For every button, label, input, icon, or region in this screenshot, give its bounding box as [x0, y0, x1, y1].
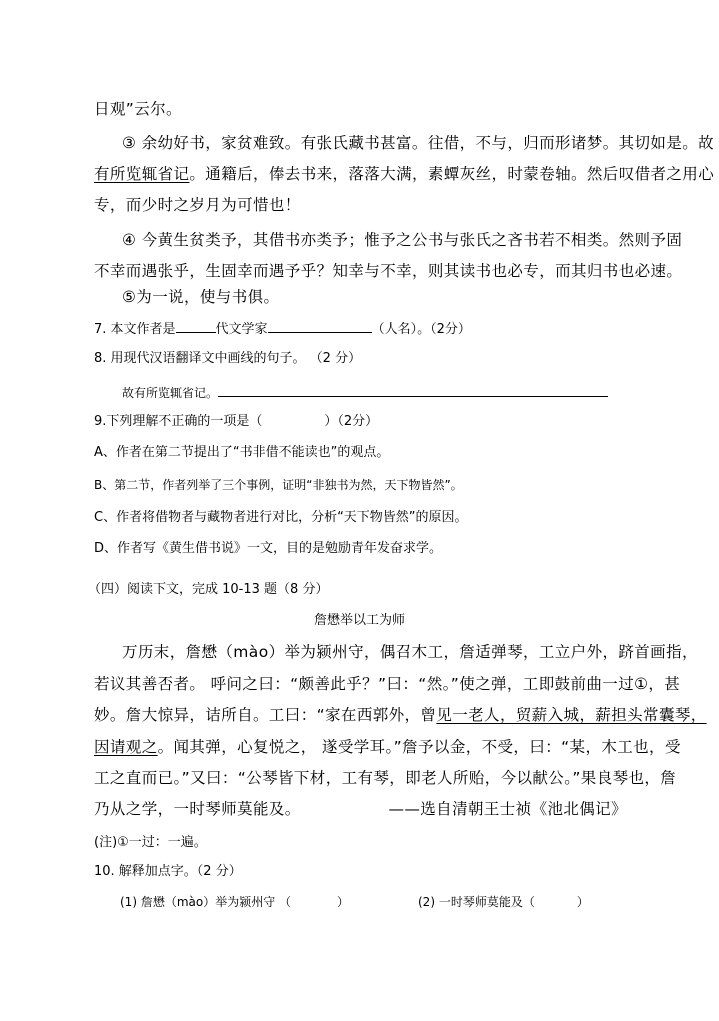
option-a: A、作者在第二节提出了“书非借不能读也”的观点。: [94, 445, 390, 460]
passage-line: 日观”云尔。: [94, 100, 182, 118]
story-text: 。闻其弹，心复悦之， 遂受学耳。”詹予以金，不受，曰：“某，木工也，受: [157, 738, 681, 756]
paragraph-5: ⑤为一说，使与书俱。: [122, 288, 280, 306]
source-citation: ——选自清朝王士祯《池北偶记》: [388, 800, 627, 818]
answer-blank-author[interactable]: [268, 320, 372, 333]
paragraph-3-line-3: 专，而少时之岁月为可惜也！: [94, 196, 301, 214]
question-9-text: 9.下列理解不正确的一项是（: [94, 414, 263, 429]
paragraph-3-line-1: ③ 余幼好书，家贫难致。有张氏藏书甚富。往借，不与，归而形诸梦。其切如是。故: [122, 134, 715, 152]
paragraph-3-line-2: [94, 167, 714, 183]
section-heading: （四）阅读下文，完成 10-13 题（8 分）: [88, 582, 329, 597]
question-7-text-a: 7. 本文作者是: [94, 322, 176, 337]
story-line-2: 若议其善否者。 呼问之曰：“颇善此乎？”曰：“然。”使之弹，工即鼓前曲一过①，甚: [94, 675, 681, 693]
passage-title: 詹懋举以工为师: [313, 613, 405, 628]
option-b: B、第二节，作者列举了三个事例，证明“非独书为然，天下物皆然”。: [94, 478, 463, 492]
question-8-sentence: 故有所览辄省记。: [122, 386, 219, 400]
option-c: C、作者将借物者与藏物者进行对比，分析“天下物皆然”的原因。: [94, 510, 468, 525]
question-10-stem: 10. 解释加点字。（2 分）: [94, 864, 242, 879]
story-line-4: [94, 740, 681, 756]
question-7: [94, 320, 471, 336]
question-10-item-2: [418, 896, 589, 908]
answer-blank-dynasty[interactable]: [176, 320, 216, 333]
underlined-sentence: 见一老人，贸薪入城，薪担头常囊琴，: [436, 706, 707, 724]
paragraph-4-line-1: ④ 今黄生贫类予，其借书亦类予；惟予之公书与张氏之吝书若不相类。然则予固: [122, 231, 683, 249]
underlined-sentence: 因请观之: [94, 738, 158, 756]
underlined-sentence: 有所览辄省记: [94, 165, 190, 183]
story-line-6: 乃从之学，一时琴师莫能及。: [94, 800, 301, 818]
story-line-5: 工之直而已。”又曰：“公琴皆下材，工有琴，即老人所贻，今以献公。”果良琴也，詹: [94, 769, 677, 787]
answer-blank-translation[interactable]: [218, 384, 608, 397]
question-8-stem: 8. 用现代汉语翻译文中画线的句子。 （2 分）: [94, 351, 362, 366]
question-8-line: [122, 384, 608, 399]
question-9-stem: [94, 415, 378, 428]
passage-text: 。通籍后，俸去书来，落落大满，素蟫灰丝，时蒙卷轴。然后叹借者之用心: [189, 165, 715, 183]
question-7-text-b: 代文学家: [215, 322, 268, 337]
item-1-text: (1) 詹懋（mào）举为颍州守 （: [120, 895, 292, 909]
story-line-1: 万历末，詹懋（mào）举为颍州守，偶召木工，詹适弹琴，工立户外，跻首画指，: [122, 643, 698, 661]
item-2-close: ）: [576, 895, 589, 909]
story-line-3: [94, 708, 707, 724]
footnote: (注)①一过：一遍。: [94, 835, 207, 850]
item-2-text: (2) 一时琴师莫能及（: [418, 895, 535, 909]
question-10-item-1: [120, 896, 349, 908]
item-1-close: ）: [337, 895, 350, 909]
question-9-score: ）（2分）: [324, 414, 379, 429]
story-text: 妙。詹大惊异，诘所自。工曰：“家在西郭外，曾: [94, 706, 437, 724]
option-d: D、作者写《黄生借书说》一文，目的是勉励青年发奋求学。: [94, 541, 443, 556]
question-7-text-c: （人名）。（2分）: [371, 322, 471, 337]
paragraph-4-line-2: 不幸而遇张乎，生固幸而遇予乎？知幸与不幸，则其读书也必专，而其归书也必速。: [94, 262, 683, 280]
